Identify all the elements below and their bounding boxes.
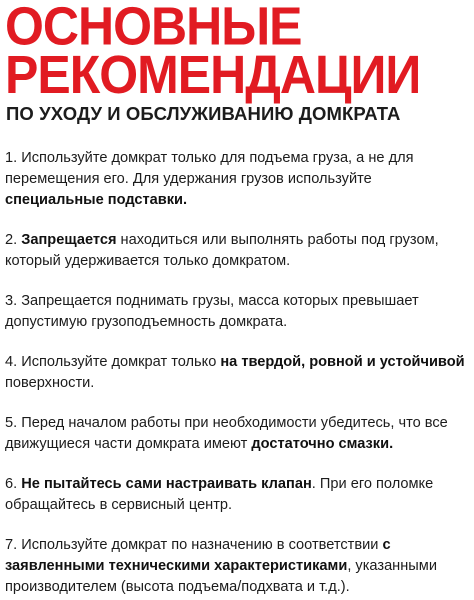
item-emphasis: с заявленными техническими характеристиками: [5, 537, 391, 574]
item-emphasis: специальные подставки.: [5, 192, 188, 208]
item-text: Запрещается поднимать грузы, масса которых превышает допустимую грузоподъемность домкрата.: [5, 293, 419, 330]
recommendation-item-5: [5, 413, 468, 455]
item-text: поверхности.: [5, 375, 95, 391]
page-title: [5, 0, 468, 105]
item-text: . При его поломке обращайтесь в сервисный центр.: [5, 476, 434, 513]
item-emphasis: Не пытайтесь сами настраивать клапан: [21, 476, 312, 492]
item-number: 1.: [5, 150, 22, 166]
page-subtitle: ПО УХОДУ И ОБСЛУЖИВАНИЮ ДОМКРАТА: [6, 103, 401, 124]
item-number: 2.: [5, 232, 22, 248]
item-text: , указанными производителем (высота подъема/подхвата и т.д.).: [5, 558, 437, 595]
recommendation-item-7: [5, 535, 468, 598]
item-emphasis: на твердой, ровной и устойчивой: [220, 354, 465, 370]
item-emphasis: Запрещается: [21, 232, 117, 248]
item-emphasis: достаточно смазки.: [251, 436, 394, 452]
title-line-2: РЕКОМЕНДАЦИИ: [5, 44, 421, 105]
item-number: 4.: [5, 354, 22, 370]
recommendations-list: [5, 148, 468, 598]
item-text: Перед началом работы при необходимости убедитесь, что все движущиеся части домкрата имеют: [5, 415, 448, 452]
item-number: 3.: [5, 293, 22, 309]
item-text: Используйте домкрат по назначению в соответствии: [21, 537, 383, 553]
recommendation-item-4: [5, 352, 468, 394]
recommendation-item-3: [5, 291, 468, 333]
recommendation-item-2: [5, 230, 468, 272]
title-line-1: ОСНОВНЫЕ: [5, 0, 302, 57]
item-text: Используйте домкрат только для подъема груза, а не для перемещения его. Для удержания грузов используйте: [5, 150, 414, 187]
item-number: 7.: [5, 537, 22, 553]
item-number: 5.: [5, 415, 22, 431]
recommendation-item-6: [5, 474, 468, 516]
recommendation-item-1: [5, 148, 468, 211]
item-text: Используйте домкрат только: [21, 354, 221, 370]
item-number: 6.: [5, 476, 22, 492]
item-text: находиться или выполнять работы под грузом, который удерживается только домкратом.: [5, 232, 439, 269]
